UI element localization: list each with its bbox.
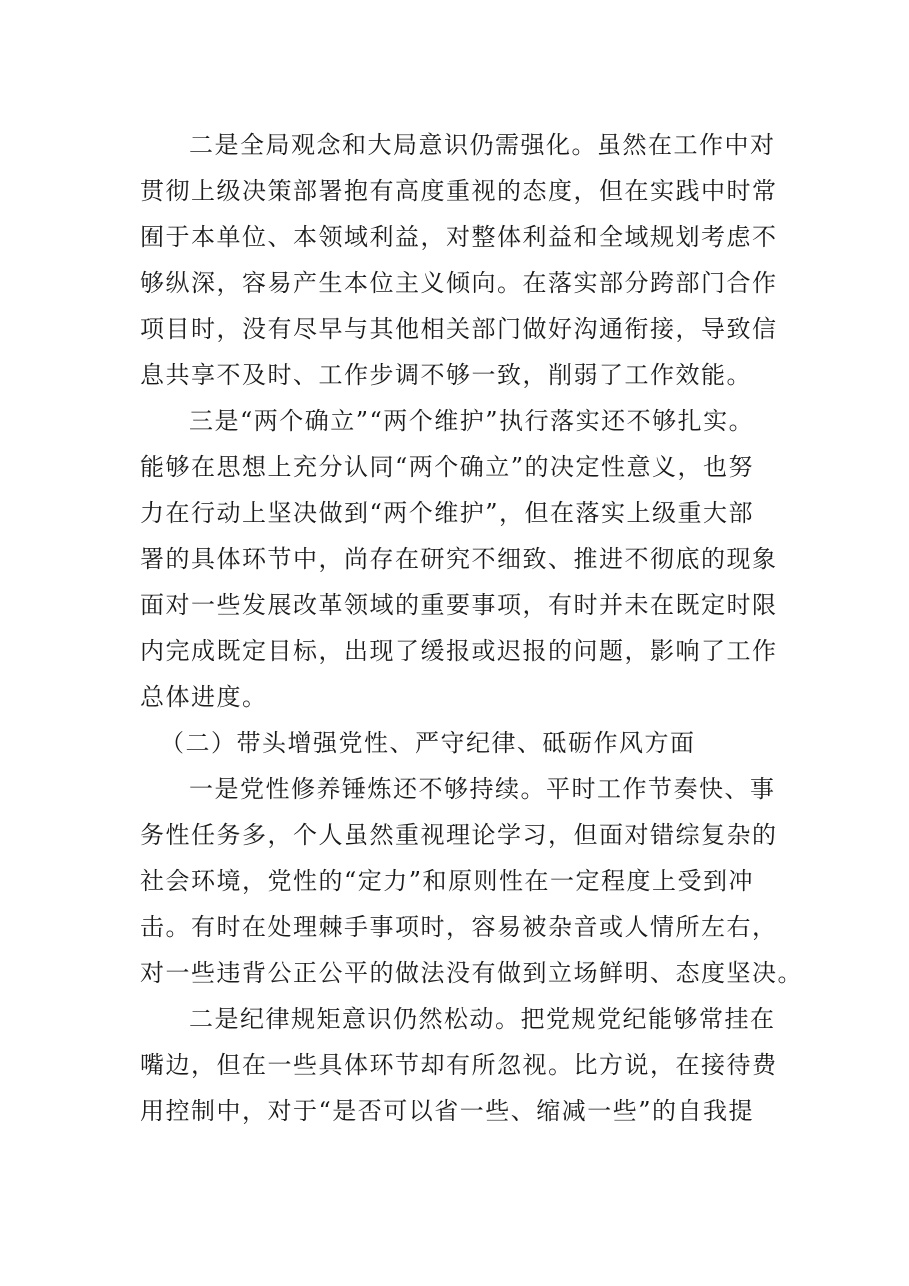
line-text: 二是全局观念和大局意识仍需强化。虽然在工作中对 [189,131,776,159]
text-line [0,810,909,860]
line-text: 能够在思想上充分认同“两个确立”的决定性意义，也努 [140,453,755,481]
line-text: 一是党性修养锤炼还不够持续。平时工作节奏快、事 [189,775,776,803]
line-text: 总体进度。 [140,683,268,711]
line-text: 社会环境，党性的“定力”和原则性在一定程度上受到冲 [140,867,755,895]
text-line [0,258,909,308]
text-line [0,856,909,906]
line-text: 够纵深，容易产生本位主义倾向。在落实部分跨部门合作 [140,269,778,297]
text-line [0,488,909,538]
line-text: 力在行动上坚决做到“两个维护”，但在落实上级重大部 [140,499,755,527]
text-line [0,626,909,676]
line-text: 囿于本单位、本领域利益，对整体利益和全域规划考虑不 [140,223,778,251]
text-line [0,442,909,492]
text-line [0,1086,909,1136]
line-text: 三是“两个确立”“两个维护”执行落实还不够扎实。 [189,407,755,435]
line-text: 务性任务多，个人虽然重视理论学习，但面对错综复杂的 [140,821,778,849]
line-text: 贯彻上级决策部署抱有高度重视的态度，但在实践中时常 [140,177,778,205]
text-line [0,396,909,446]
text-line [0,994,909,1044]
text-line [0,534,909,584]
section-heading-text: （二）带头增强党性、严守纪律、砥砺作风方面 [160,729,696,757]
line-text: 署的具体环节中，尚存在研究不细致、推进不彻底的现象 [140,545,778,573]
text-line [0,1040,909,1090]
text-line [0,948,909,998]
text-line [0,166,909,216]
line-text: 二是纪律规矩意识仍然松动。把党规党纪能够常挂在 [189,1005,776,1033]
line-text: 内完成既定目标，出现了缓报或迟报的问题，影响了工作 [140,637,778,665]
line-text: 对一些违背公正公平的做法没有做到立场鲜明、态度坚决。 [140,959,803,987]
line-text: 用控制中，对于“是否可以省一些、缩减一些”的自我提 [140,1097,755,1125]
text-line [0,350,909,400]
line-text: 项目时，没有尽早与其他相关部门做好沟通衔接，导致信 [140,315,778,343]
text-line [0,212,909,262]
line-text: 面对一些发展改革领域的重要事项，有时并未在既定时限 [140,591,778,619]
text-line [0,304,909,354]
text-line [0,764,909,814]
text-line [0,902,909,952]
line-text: 嘴边，但在一些具体环节却有所忽视。比方说，在接待费 [140,1051,778,1079]
text-line [0,580,909,630]
line-text: 击。有时在处理棘手事项时，容易被杂音或人情所左右， [140,913,778,941]
section-heading [0,718,909,768]
line-text: 息共享不及时、工作步调不够一致，削弱了工作效能。 [140,361,752,389]
text-line [0,672,909,722]
text-line [0,120,909,170]
